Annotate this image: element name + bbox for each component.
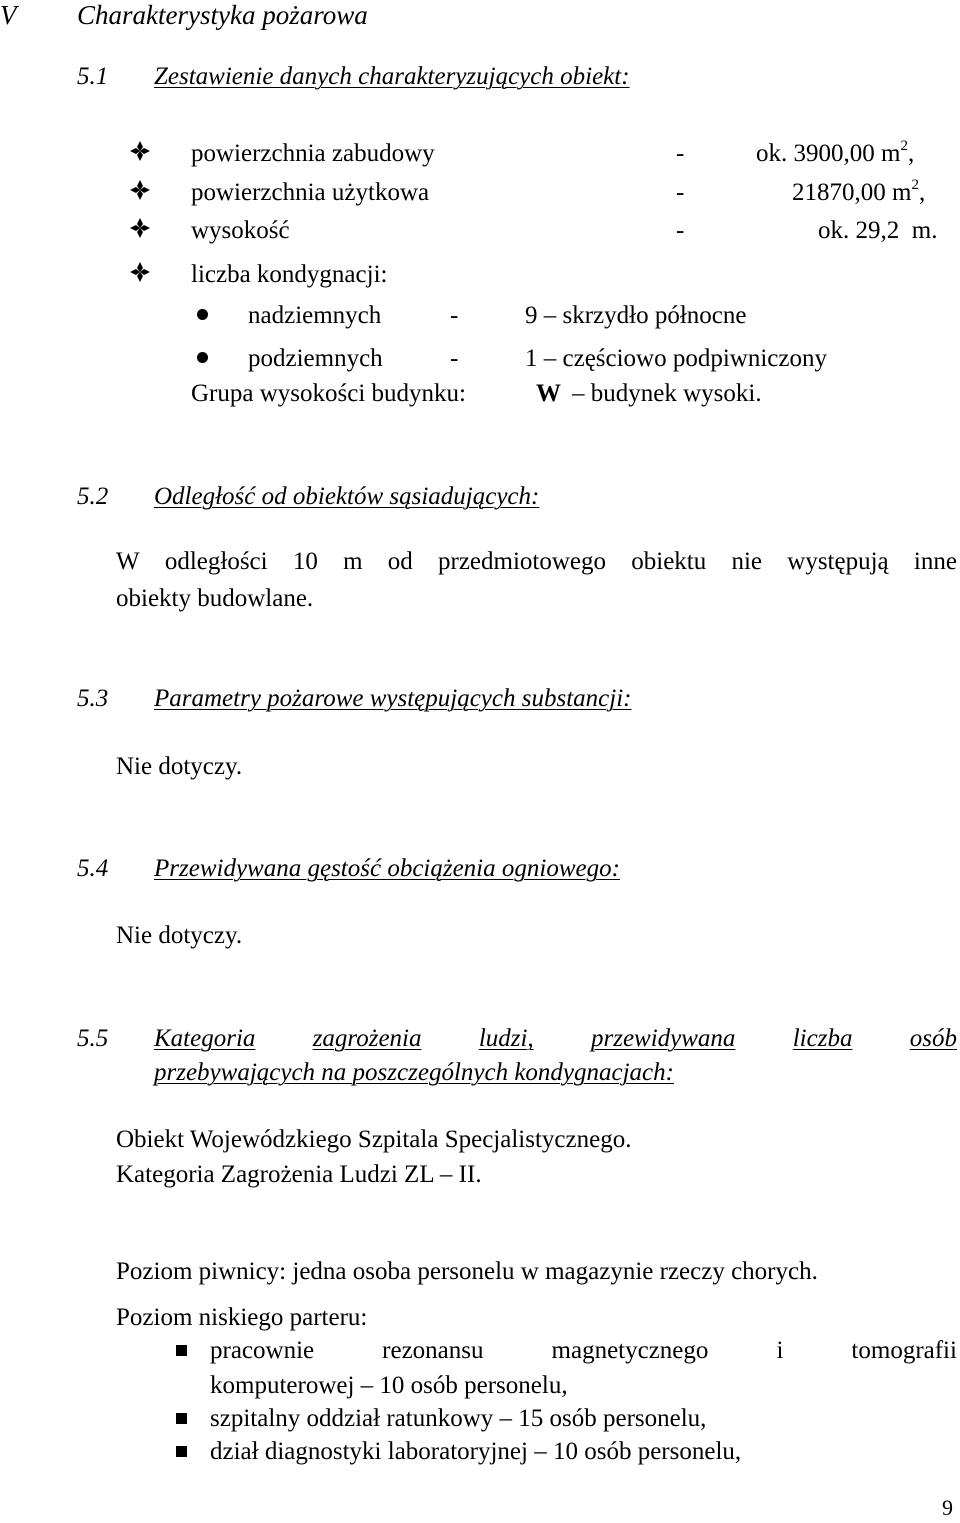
section-5-2-number: 5.2 — [77, 483, 109, 510]
chapter-title: Charakterystyka pożarowa — [77, 0, 368, 30]
item-label: wysokość — [191, 217, 290, 244]
list-item-2: szpitalny oddział ratunkowy – 15 osób personelu, — [210, 1405, 707, 1432]
diamond-bullet-icon — [129, 261, 151, 283]
section-5-1-number: 5.1 — [77, 63, 109, 90]
diamond-bullet-icon — [129, 217, 151, 239]
section-5-4-title: Przewidywana gęstość obciążenia ogniowego: — [154, 855, 620, 882]
item-value: ok. 3900,00 $m^2$, — [756, 138, 915, 167]
height-group-desc: – budynek wysoki. — [572, 380, 762, 407]
item-value: ok. 29,2 m. — [818, 217, 938, 244]
diamond-bullet-icon — [129, 140, 151, 162]
list-item-1-line2: komputerowej – 10 osób personelu, — [210, 1372, 568, 1399]
item-dash: - — [676, 140, 685, 167]
list-item-3: dział diagnostyki laboratoryjnej – 10 osób personelu, — [210, 1438, 742, 1465]
square-bullet-icon — [176, 1413, 187, 1424]
round-bullet-icon — [197, 352, 208, 363]
section-5-2-text-line1: W odległości 10 m od przedmiotowego obiektu nie występują inne — [116, 548, 957, 575]
hospital-text: Obiekt Wojewódzkiego Szpitala Specjalistycznego. — [116, 1126, 632, 1153]
section-5-4-number: 5.4 — [77, 855, 109, 882]
zl-category-text: Kategoria Zagrożenia Ludzi ZL – II. — [116, 1161, 482, 1188]
square-bullet-icon — [176, 1446, 187, 1457]
sub-label: nadziemnych — [248, 302, 382, 329]
page-number: 9 — [942, 1495, 953, 1520]
section-5-3-title: Parametry pożarowe występujących substancji: — [154, 685, 632, 712]
round-bullet-icon — [197, 309, 208, 320]
item-label: powierzchnia zabudowy — [191, 140, 435, 167]
item-dash: - — [676, 179, 685, 206]
item-label: powierzchnia użytkowa — [191, 179, 430, 206]
basement-text: Poziom piwnicy: jedna osoba personelu w magazynie rzeczy chorych. — [116, 1258, 818, 1285]
item-dash: - — [676, 217, 685, 244]
sub-value: 1 – częściowo podpiwniczony — [525, 345, 828, 372]
section-5-4-text: Nie dotyczy. — [116, 922, 243, 949]
section-5-5-number: 5.5 — [77, 1025, 109, 1052]
section-5-5-title-line2: przebywających na poszczególnych kondygnacjach: — [154, 1059, 674, 1086]
height-group-label: Grupa wysokości budynku: — [191, 380, 466, 407]
section-5-1-title: Zestawienie danych charakteryzujących obiekt: — [154, 63, 630, 90]
item-label: liczba kondygnacji: — [191, 261, 388, 288]
sub-dash: - — [450, 345, 459, 372]
chapter-number: V — [0, 0, 17, 30]
square-bullet-icon — [176, 1345, 187, 1356]
low-ground-label: Poziom niskiego parteru: — [116, 1304, 368, 1331]
diamond-bullet-icon — [129, 179, 151, 201]
sub-value: 9 – skrzydło północne — [525, 302, 747, 329]
sub-label: podziemnych — [248, 345, 383, 372]
section-5-2-title: Odległość od obiektów sąsiadujących: — [154, 483, 540, 510]
sub-dash: - — [450, 302, 459, 329]
section-5-2-text-line2: obiekty budowlane. — [116, 585, 314, 612]
section-5-5-title-line1: Kategoria zagrożenia ludzi, przewidywana liczba osób — [154, 1025, 957, 1052]
item-value: 21870,00 $m^2$, — [792, 177, 926, 206]
section-5-3-number: 5.3 — [77, 685, 109, 712]
height-group-code: W — [536, 380, 561, 407]
list-item-1-line1: pracownie rezonansu magnetycznego i tomografii — [210, 1337, 957, 1364]
section-5-3-text: Nie dotyczy. — [116, 753, 243, 780]
